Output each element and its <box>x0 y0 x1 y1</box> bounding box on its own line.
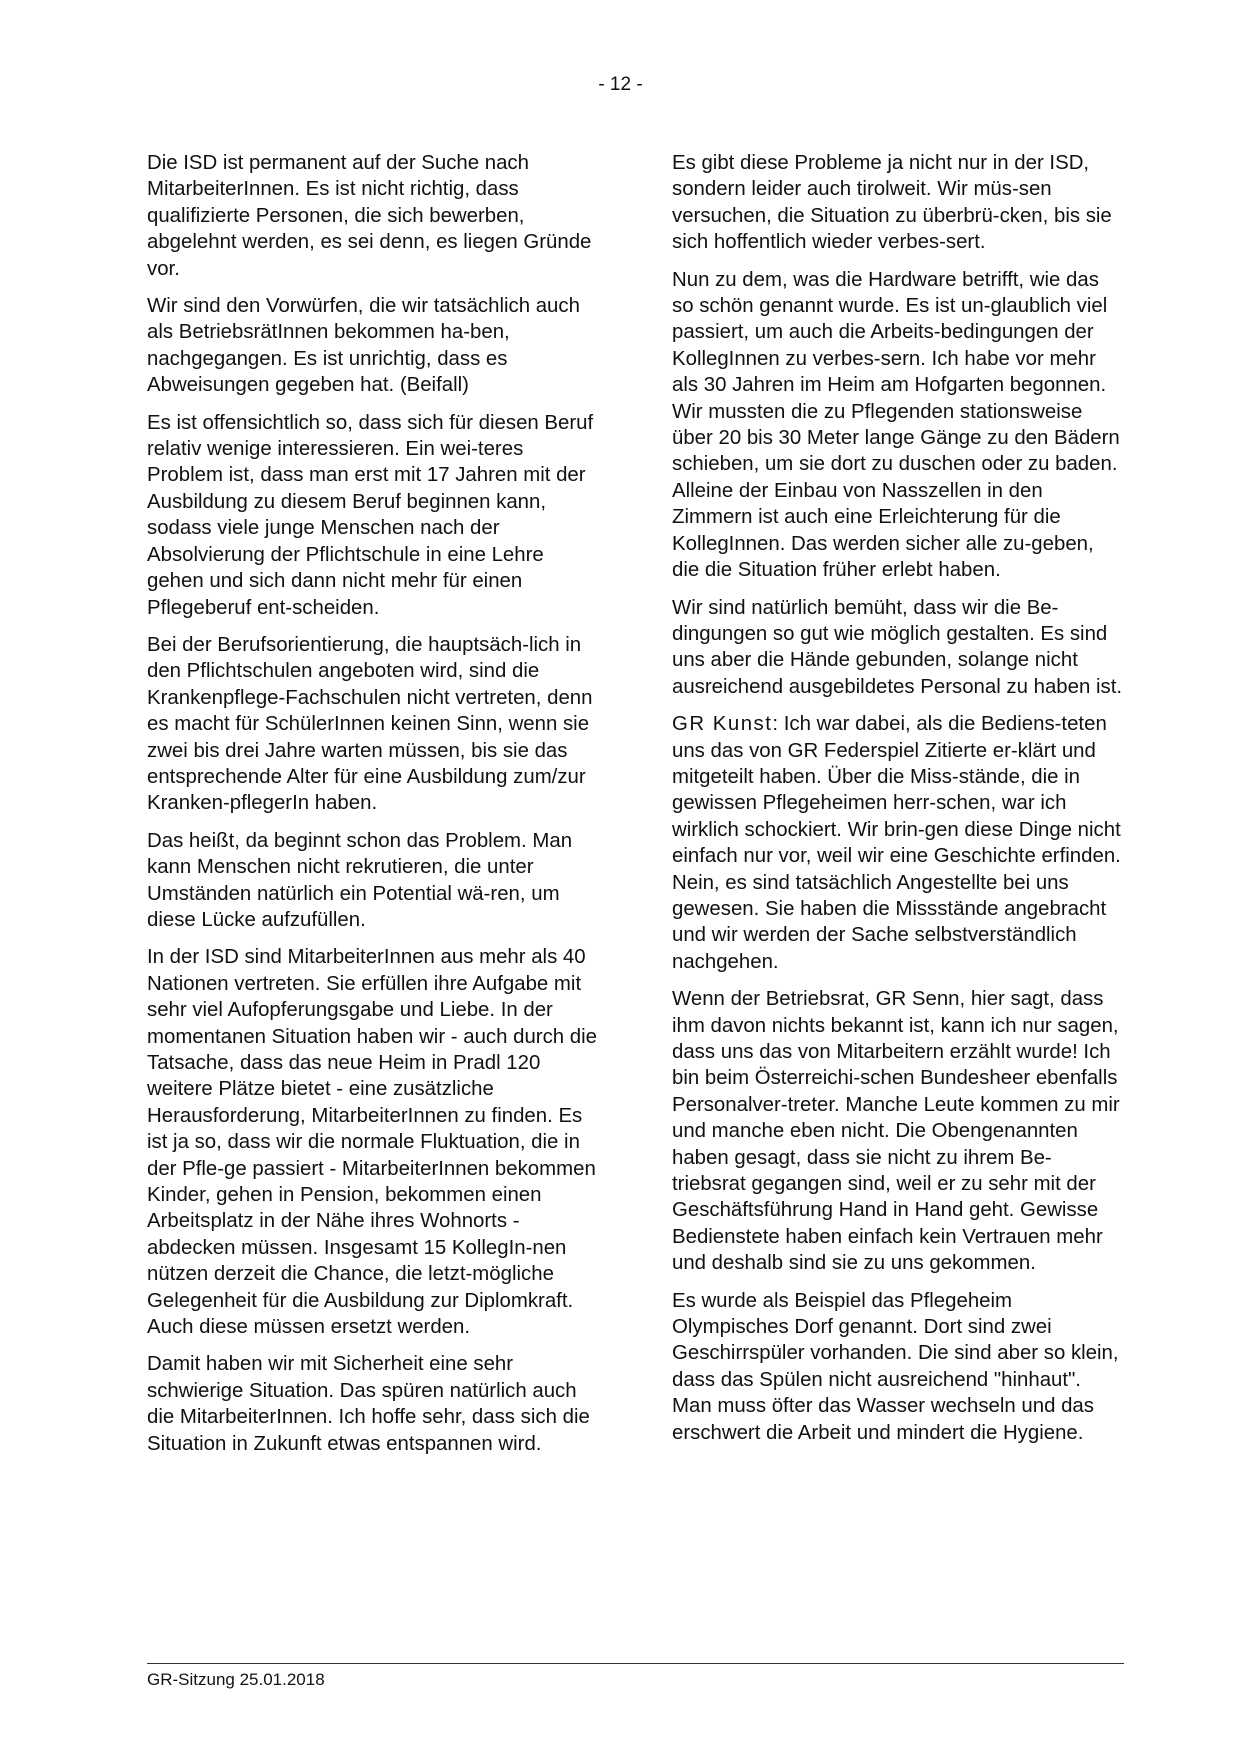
paragraph: Wir sind natürlich bemüht, dass wir die Be-dingungen so gut wie möglich gestalten. Es sind uns aber die Hände gebunden, solange nicht ausreichend ausgebildetes Personal zu haben ist. <box>672 596 1123 698</box>
paragraph: Es wurde als Beispiel das Pflegeheim Olympisches Dorf genannt. Dort sind zwei Geschirrspüler vorhanden. Die sind aber so klein, dass das Spülen nicht ausreichend "hinhaut". Man muss öfter das Wasser wechseln und das erschwert die Arbeit und mindert die Hygiene. <box>672 1289 1119 1444</box>
footer-divider <box>147 1663 1124 1664</box>
paragraph: Es ist offensichtlich so, dass sich für diesen Beruf relativ wenige interessieren. Ein wei-teres Problem ist, dass man erst mit 17 Jahren mit der Ausbildung zu diesem Beruf beginnen kann, sodass viele junge Menschen nach der Absolvierung der Pflichtschule in eine Lehre gehen und sich dann nicht mehr für einen Pflegeberuf ent-scheiden. <box>147 411 594 619</box>
paragraph: Damit haben wir mit Sicherheit eine sehr schwierige Situation. Das spüren natürlich auch die MitarbeiterInnen. Ich hoffe sehr, dass sich die Situation in Zukunft etwas entspannen wird. <box>147 1353 590 1455</box>
paragraph: Es gibt diese Probleme ja nicht nur in der ISD, sondern leider auch tirolweit. Wir müs-sen versuchen, die Situation zu überbrü-cken, bis sie sich hoffentlich wieder verbes-sert. <box>672 152 1112 254</box>
left-column <box>147 150 597 1468</box>
paragraph: Bei der Berufsorientierung, die hauptsäch-lich in den Pflichtschulen angeboten wird, sind die Krankenpflege-Fachschulen nicht vertreten, denn es macht für SchülerInnen keinen Sinn, wenn sie zwei bis drei Jahre warten müssen, bis sie das entsprechende Alter für eine Ausbildung zum/zur Kranken-pflegerIn haben. <box>147 633 593 815</box>
paragraph: Die ISD ist permanent auf der Suche nach MitarbeiterInnen. Es ist nicht richtig, dass qualifizierte Personen, die sich bewerben, abgelehnt werden, es sei denn, es liegen Gründe vor. <box>147 152 592 280</box>
paragraph: Nun zu dem, was die Hardware betrifft, wie das so schön genannt wurde. Es ist un-glaublich viel passiert, um auch die Arbeits-bedingungen der KollegInnen zu verbes-sern. Ich habe vor mehr als 30 Jahren im Heim am Hofgarten begonnen. Wir mussten die zu Pflegenden stationsweise über 20 bis 30 Meter lange Gänge zu den Bädern schieben, um sie dort zu duschen oder zu baden. Alleine der Einbau von Nasszellen in den Zimmern ist auch eine Erleichterung für die KollegInnen. Das werden sicher alle zu-geben, die die Situation früher erlebt haben. <box>672 268 1120 582</box>
paragraph: Das heißt, da beginnt schon das Problem. Man kann Menschen nicht rekrutieren, die unter Umständen natürlich ein Potential wä-ren, um diese Lücke aufzufüllen. <box>147 829 573 931</box>
paragraph: In der ISD sind MitarbeiterInnen aus mehr als 40 Nationen vertreten. Sie erfüllen ihre Aufgabe mit sehr viel Aufopferungsgabe und Liebe. In der momentanen Situation haben wir - auch durch die Tatsache, dass das neue Heim in Pradl 120 weitere Plätze bietet - eine zusätzliche Herausforderung, MitarbeiterInnen zu finden. Es ist ja so, dass wir die normale Fluktuation, die in der Pfle-ge passiert - MitarbeiterInnen bekommen Kinder, gehen in Pension, bekommen einen Arbeitsplatz in der Nähe ihres Wohnorts - abdecken müssen. Insgesamt 15 KollegIn-nen nützen derzeit die Chance, die letzt-mögliche Gelegenheit für die Ausbildung zur Diplomkraft. Auch diese müssen ersetzt werden. <box>147 946 597 1339</box>
page-number: - 12 - <box>598 74 643 95</box>
speaker-paragraph <box>672 711 1124 975</box>
speaker-name: GR Kunst <box>672 713 773 736</box>
paragraph: Wir sind den Vorwürfen, die wir tatsächlich auch als BetriebsrätInnen bekommen ha-ben, nachgegangen. Es ist unrichtig, dass es Abweisungen gegeben hat. (Beifall) <box>147 295 580 397</box>
speaker-statement: : Ich war dabei, als die Bediens-teten uns das von GR Federspiel Zitierte er-klärt und mitgeteilt haben. Über die Miss-stände, die in gewissen Pflegeheimen herr-schen, war ich wirklich schockiert. Wir brin-gen diese Dinge nicht einfach nur vor, weil wir eine Geschichte erfinden. Nein, es sind tatsächlich Angestellte bei uns gewesen. Sie haben die Missstände angebracht und wir werden der Sache selbstverständlich nachgehen. <box>672 713 1121 973</box>
footer-session-date: GR-Sitzung 25.01.2018 <box>147 1670 325 1689</box>
right-column <box>672 150 1124 1457</box>
paragraph: Wenn der Betriebsrat, GR Senn, hier sagt, dass ihm davon nichts bekannt ist, kann ich nur sagen, dass uns das von Mitarbeitern erzählt wurde! Ich bin beim Österreichi-schen Bundesheer ebenfalls Personalver-treter. Manche Leute kommen zu mir und manche eben nicht. Die Obengenannten haben gesagt, dass sie nicht zu ihrem Be-triebsrat gegangen sind, weil er zu sehr mit der Geschäftsführung Hand in Hand geht. Gewisse Bedienstete haben einfach kein Vertrauen mehr und deshalb sind sie zu uns gekommen. <box>672 988 1120 1275</box>
